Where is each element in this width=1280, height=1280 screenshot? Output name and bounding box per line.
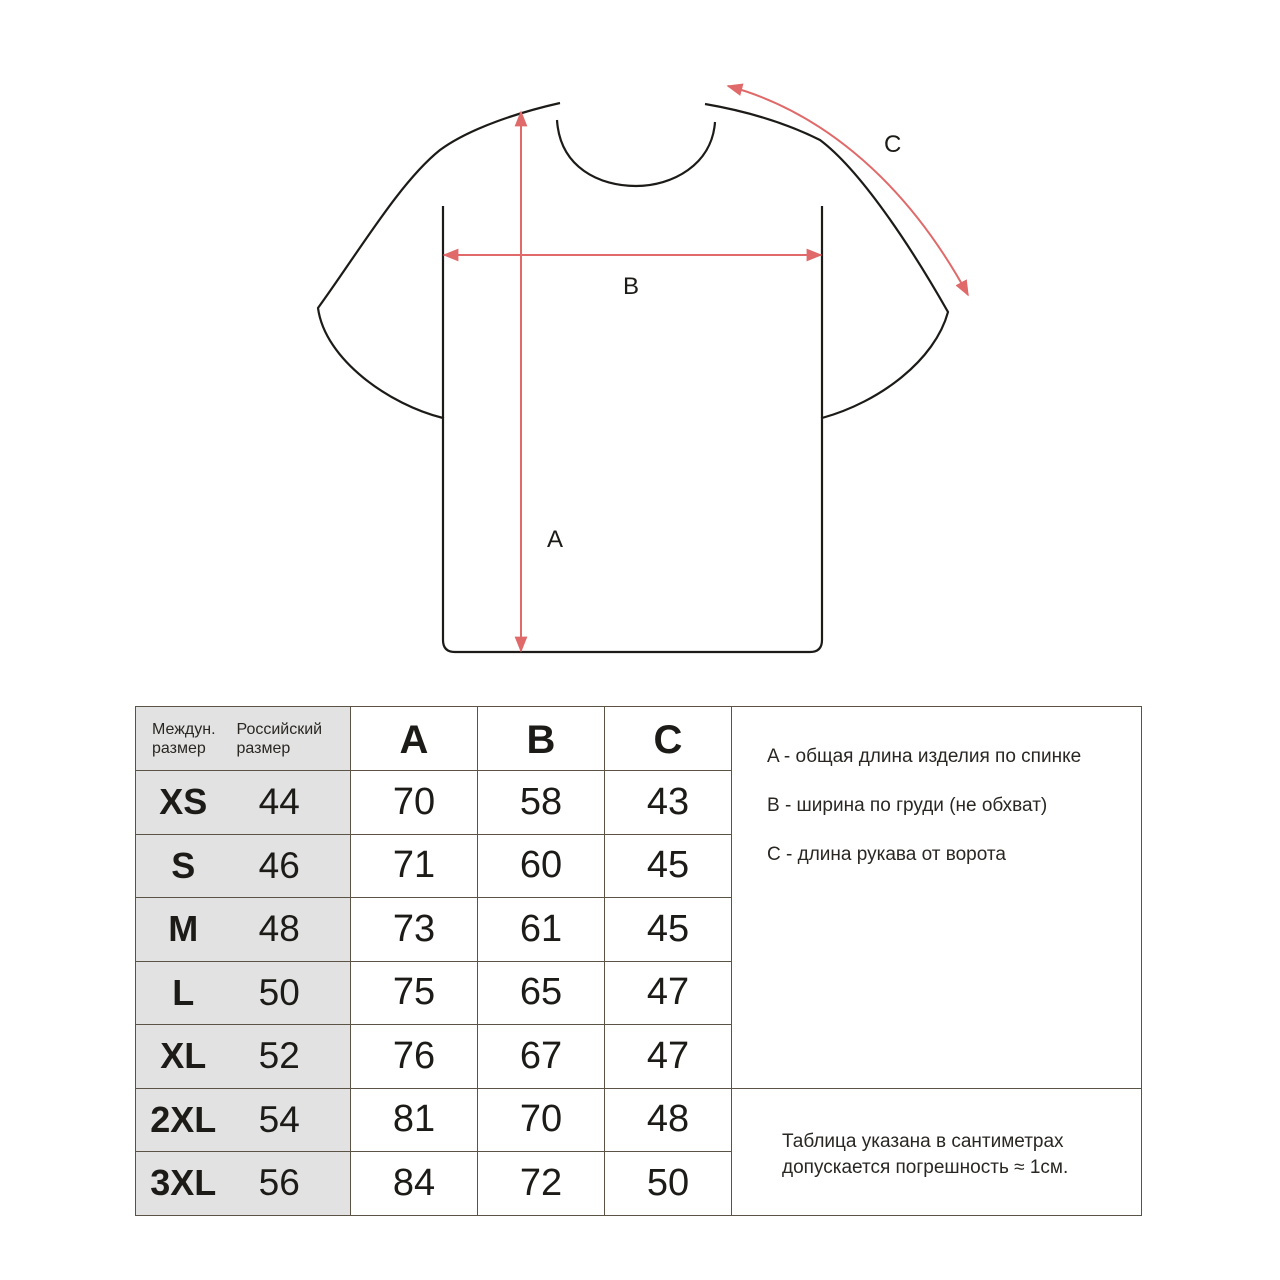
table-header-row — [136, 707, 1142, 771]
ru-size: 52 — [231, 1025, 351, 1089]
value-c: 47 — [605, 961, 732, 1025]
value-b: 60 — [478, 834, 605, 898]
label-a: A — [547, 526, 564, 553]
value-c: 45 — [605, 834, 732, 898]
intl-size: 3XL — [136, 1152, 231, 1216]
value-b: 58 — [478, 771, 605, 835]
header-col-a: A — [351, 707, 478, 771]
header-col-b: B — [478, 707, 605, 771]
value-b: 70 — [478, 1088, 605, 1152]
table-row — [136, 1088, 1142, 1152]
legend-c: C - длина рукава от ворота — [767, 844, 1006, 865]
value-c: 47 — [605, 1025, 732, 1089]
ru-size: 50 — [231, 961, 351, 1025]
value-a: 81 — [351, 1088, 478, 1152]
intl-size: L — [136, 961, 231, 1025]
value-b: 67 — [478, 1025, 605, 1089]
note-line: Таблица указана в сантиметрах — [782, 1130, 1064, 1152]
legend-b: B - ширина по груди (не обхват) — [767, 795, 1048, 816]
value-b: 61 — [478, 898, 605, 962]
intl-size: M — [136, 898, 231, 962]
value-b: 65 — [478, 961, 605, 1025]
tshirt-neckline — [557, 120, 715, 186]
value-c: 50 — [605, 1152, 732, 1216]
ru-size: 54 — [231, 1088, 351, 1152]
intl-size: 2XL — [136, 1088, 231, 1152]
label-c: C — [884, 131, 902, 158]
legend-cell — [732, 707, 1142, 1089]
value-c: 45 — [605, 898, 732, 962]
value-b: 72 — [478, 1152, 605, 1216]
ru-size: 48 — [231, 898, 351, 962]
value-a: 73 — [351, 898, 478, 962]
label-b: B — [623, 273, 640, 300]
value-a: 76 — [351, 1025, 478, 1089]
intl-size: S — [136, 834, 231, 898]
header-intl-size: Междун. размер — [136, 707, 231, 771]
intl-size: XL — [136, 1025, 231, 1089]
size-table — [135, 706, 1142, 1216]
value-c: 43 — [605, 771, 732, 835]
note-line: допускается погрешность ≈ 1см. — [782, 1156, 1069, 1178]
value-c: 48 — [605, 1088, 732, 1152]
value-a: 75 — [351, 961, 478, 1025]
ru-size: 46 — [231, 834, 351, 898]
value-a: 71 — [351, 834, 478, 898]
intl-size: XS — [136, 771, 231, 835]
header-col-c: C — [605, 707, 732, 771]
ru-size: 56 — [231, 1152, 351, 1216]
legend-a: A - общая длина изделия по спинке — [767, 746, 1082, 767]
value-a: 84 — [351, 1152, 478, 1216]
note-cell — [732, 1088, 1142, 1215]
value-a: 70 — [351, 771, 478, 835]
ru-size: 44 — [231, 771, 351, 835]
header-ru-size: Российский размер — [231, 707, 351, 771]
